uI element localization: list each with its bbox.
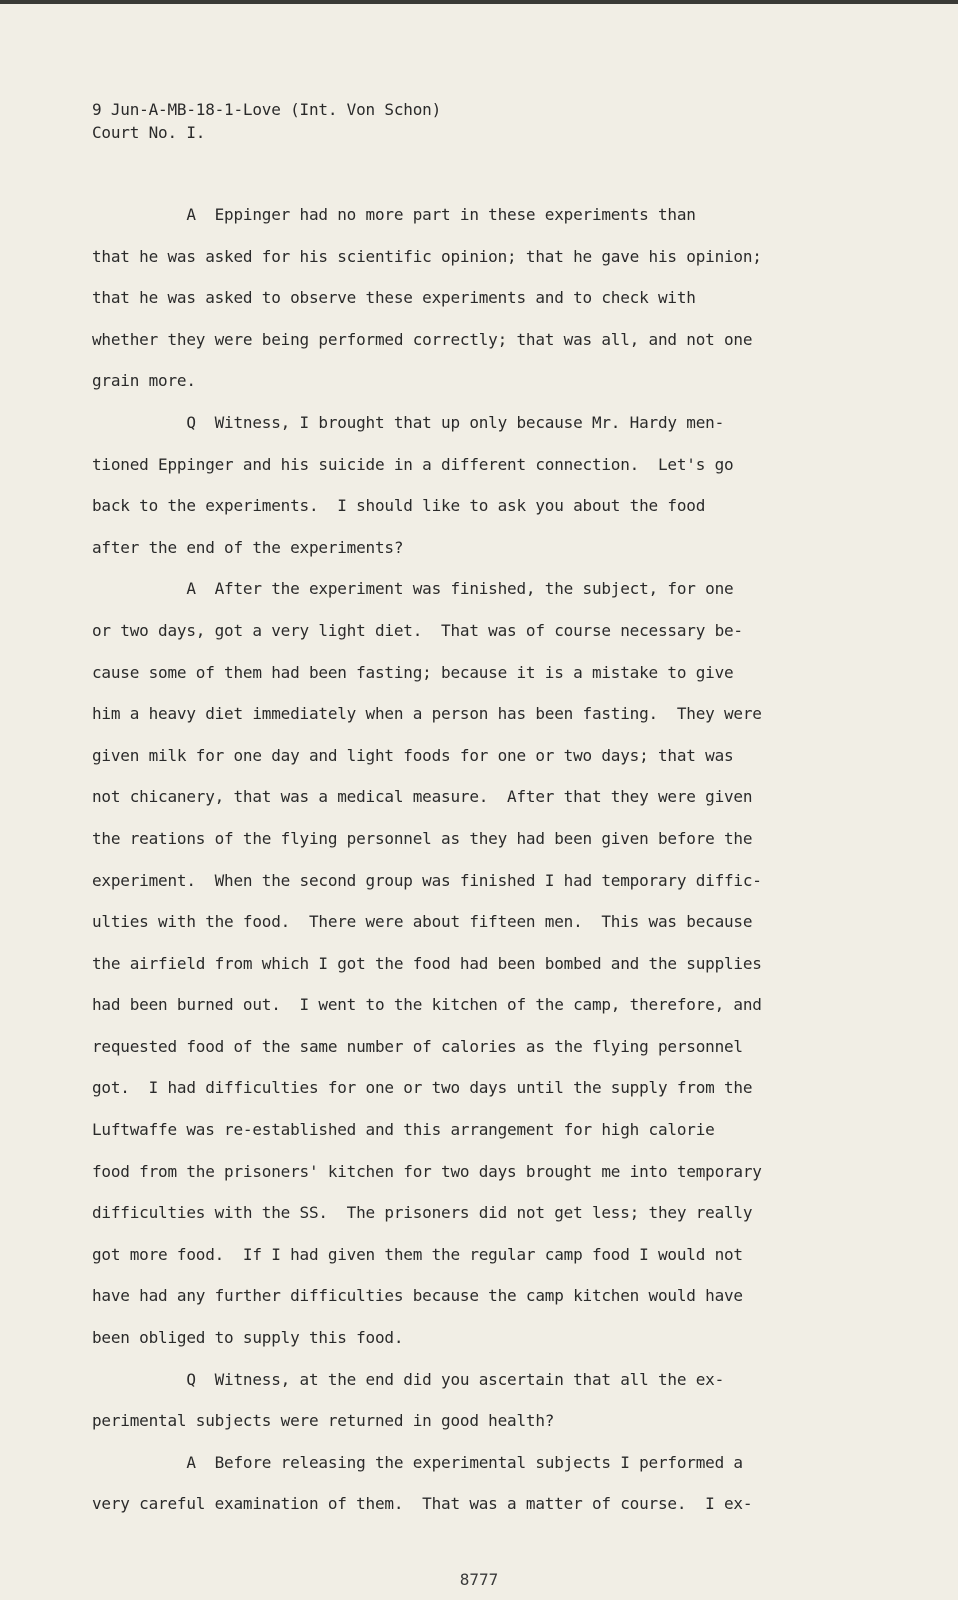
transcript-line: Luftwaffe was re-established and this arrangement for high calorie (92, 1120, 715, 1140)
transcript-line: Q Witness, I brought that up only because Mr. Hardy men- (92, 412, 724, 432)
header-line-2: Court No. I. (92, 123, 206, 142)
transcript-body (92, 203, 922, 1534)
transcript-line: requested food of the same number of calories as the flying personnel (92, 1036, 743, 1056)
transcript-line: the airfield from which I got the food had been bombed and the supplies (92, 953, 762, 973)
transcript-line: him a heavy diet immediately when a person has been fasting. They were (92, 704, 762, 724)
page-number: 8777 (459, 1570, 499, 1589)
transcript-line: got more food. If I had given them the regular camp food I would not (92, 1244, 743, 1264)
transcript-line: the reations of the flying personnel as they had been given before the (92, 828, 753, 848)
transcript-line: after the end of the experiments? (92, 537, 404, 557)
transcript-line: cause some of them had been fasting; because it is a mistake to give (92, 662, 734, 682)
scan-top-edge (0, 0, 958, 4)
transcript-line: have had any further difficulties because the camp kitchen would have (92, 1286, 743, 1306)
transcript-line: grain more. (92, 371, 196, 391)
transcript-line: food from the prisoners' kitchen for two days brought me into temporary (92, 1161, 762, 1181)
transcript-line: that he was asked to observe these experiments and to check with (92, 288, 696, 308)
transcript-line: given milk for one day and light foods for one or two days; that was (92, 745, 734, 765)
transcript-line: very careful examination of them. That was a matter of course. I ex- (92, 1494, 753, 1514)
transcript-line: or two days, got a very light diet. That was of course necessary be- (92, 620, 743, 640)
transcript-line: tioned Eppinger and his suicide in a different connection. Let's go (92, 454, 734, 474)
transcript-line: had been burned out. I went to the kitchen of the camp, therefore, and (92, 995, 762, 1015)
transcript-line: got. I had difficulties for one or two days until the supply from the (92, 1078, 753, 1098)
transcript-line: difficulties with the SS. The prisoners did not get less; they really (92, 1203, 753, 1223)
transcript-line: been obliged to supply this food. (92, 1328, 404, 1348)
transcript-line: Q Witness, at the end did you ascertain that all the ex- (92, 1369, 724, 1389)
transcript-line: A Eppinger had no more part in these experiments than (92, 205, 696, 224)
transcript-line: perimental subjects were returned in good health? (92, 1411, 555, 1431)
header-line-1: 9 Jun-A-MB-18-1-Love (Int. Von Schon) (92, 100, 442, 119)
document-header (92, 98, 441, 144)
transcript-line: not chicanery, that was a medical measure. After that they were given (92, 787, 753, 807)
transcript-line: A After the experiment was finished, the subject, for one (92, 579, 734, 599)
transcript-line: back to the experiments. I should like to ask you about the food (92, 496, 706, 516)
transcript-line: A Before releasing the experimental subjects I performed a (92, 1452, 743, 1472)
transcript-line: ulties with the food. There were about fifteen men. This was because (92, 912, 753, 932)
transcript-line: that he was asked for his scientific opinion; that he gave his opinion; (92, 246, 762, 266)
transcript-line: whether they were being performed correctly; that was all, and not one (92, 329, 753, 349)
transcript-line: experiment. When the second group was finished I had temporary diffic- (92, 870, 762, 890)
